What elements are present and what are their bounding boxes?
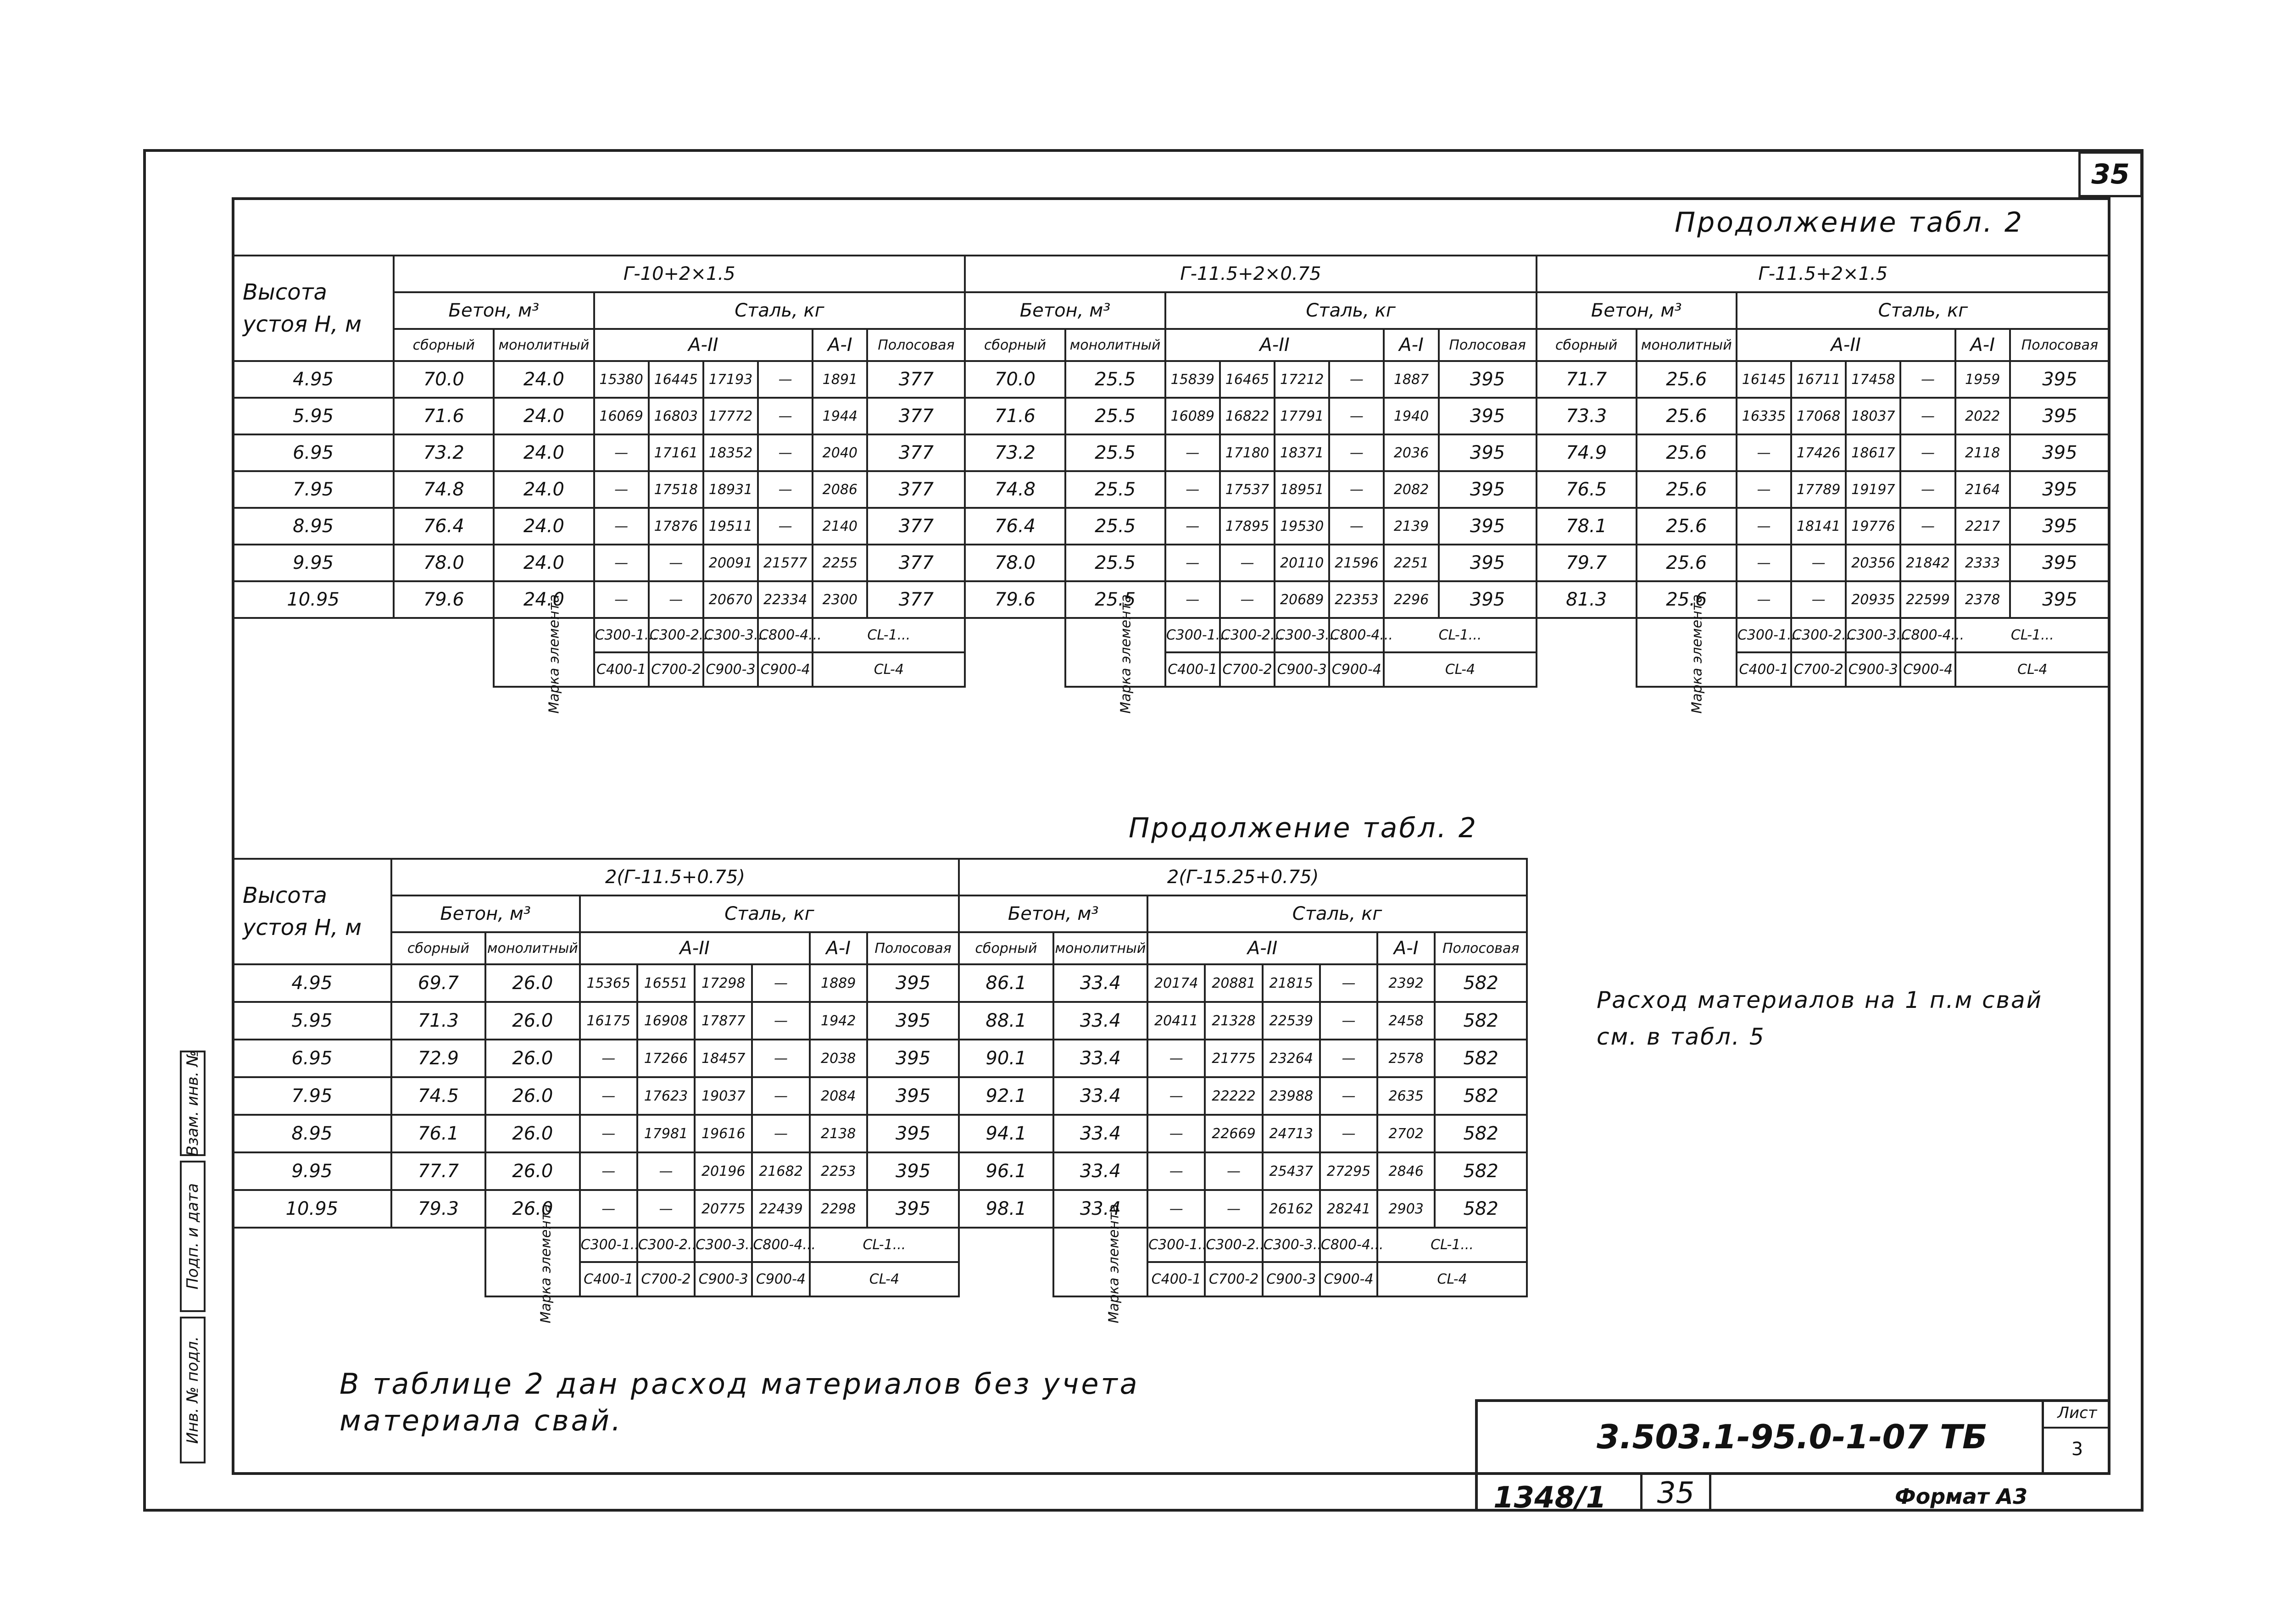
group-title-1: Г-10+2×1.5: [394, 256, 965, 292]
group-title-5: 2(Г-15.25+0.75): [959, 859, 1527, 895]
table-row: 5.95 71.6 24.0 16069 16803 17772 — 1944 377 71.6 25.5 16089 16822 17791 — 1940 395 73.3 25.6 16335 17068 18037 — 2022 395: [233, 398, 2110, 434]
table-row: 8.95 76.4 24.0 — 17876 19511 — 2140 377 76.4 25.5 — 17895 19530 — 2139 395 78.1 25.6 — 18141 19776 — 2217 395: [233, 508, 2110, 545]
mark-label: Марка элемента: [485, 1228, 579, 1296]
side-stamp-inv: Инв. № подл.: [180, 1317, 206, 1463]
reference-note: Расход материалов на 1 п.м свай см. в табл. 5: [1597, 987, 2043, 1050]
caption-top: Продолжение табл. 2: [1675, 206, 2024, 239]
marks-row-2: С400-1 С700-2 С900-3 С900-4 CL-4 С400-1 С700-2 С900-3 С900-4 CL-4: [233, 1262, 1527, 1296]
table-row: 4.95 70.0 24.0 15380 16445 17193 — 1891 377 70.0 25.5 15839 16465 17212 — 1887 395 71.7 25.6 16145 16711 17458 — 1959 395: [233, 361, 2110, 398]
group-title-2: Г-11.5+2×0.75: [965, 256, 1536, 292]
table-row: 9.95 77.7 26.0 — — 20196 21682 2253 395 96.1 33.4 — — 25437 27295 2846 582: [233, 1152, 1527, 1190]
footnote-line-2: материала свай.: [340, 1404, 623, 1437]
top-table: Высота устоя Н, м Г-10+2×1.5 Г-11.5+2×0.75 Г-11.5+2×1.5 Бетон, м³ Сталь, кг Бетон, м³ Сталь, кг Бетон, м³ Сталь, кг сборный монолитный А-II А-I Полосовая сборный монолитный А-II А-I Полосовая сборный монолитный А-II А-I Полосовая 4.95 70.0 24.0 15380 16445 17193 — 1891 377 70.0 25.5 15839 16465 17212 — 1887 395 71.7 25.6 16145 16711 17458 — 1959 395 5.95 71.6 24.0 16069 16803 17772 — 1944 377 71.6 25.5 16089 16822 17791 — 1940 395 73.3 25.6 16335 17068 18037 — 2022 395 6.95 73.2 24.0 — 17161 18352 — 2040 377 73.2 25.5 — 17180 18371 — 2036 395 74.9 25.6 — 17426 18617 — 2118 395 7.95 74.8 24.0 — 17518 18931 — 2086 377 74.8 25.5 — 17537 18951 — 2082 395 76.5 25.6 — 17789 19197 — 2164 395 8.95 76.4 24.0 — 17876 19511 — 2140 377 76.4 25.5 — 17895 19530 — 2139 395 78.1 25.6 — 18141 19776 — 2217 395 9.95 78.0 24.0 — — 20091 21577 2255 377 78.0 25.5 — — 20110 21596 2251 395 79.7 25.6 — — 20356 21842 2333 395 10.95 79.6 24.0 — — 20670 22334 2300 377 79.6 25.5 — — 20689 22353 2296 395 81.3 25.6 — — 20935 22599 2378 395 Марка элемента С300-1... С300-2... С300-3... С800-4... CL-1... Марка элемента С300-1... С300-2... С300-3... С800-4... CL-1... Марка элемента С300-1... С300-2... С300-3... С800-4... CL-1... С400-1 С700-2 С900-3 С900-4 CL-4 С400-1 С700-2 С900-3 С900-4 CL-4 С400-1 С700-2 С900-3 С900-4 CL-4: [232, 255, 2110, 688]
side-stamp-sign: Подп. и дата: [180, 1161, 206, 1312]
mark-label: Марка элемента: [494, 618, 594, 687]
table-row: 10.95 79.3 26.0 — — 20775 22439 2298 395 98.1 33.4 — — 26162 28241 2903 582: [233, 1190, 1527, 1228]
format-label: Формат А3: [1895, 1484, 2028, 1509]
height-header: Высота устоя Н, м: [233, 256, 394, 361]
inventory-number: 1348/1: [1493, 1481, 1607, 1515]
marks-row-1: Марка элемента С300-1... С300-2... С300-3... С800-4... CL-1... Марка элемента С300-1... С300-2... С300-3... С800-4... CL-1...: [233, 1228, 1527, 1262]
table-row: 5.95 71.3 26.0 16175 16908 17877 — 1942 395 88.1 33.4 20411 21328 22539 — 2458 582: [233, 1002, 1527, 1040]
table-row: 7.95 74.8 24.0 — 17518 18931 — 2086 377 74.8 25.5 — 17537 18951 — 2082 395 76.5 25.6 — 17789 19197 — 2164 395: [233, 471, 2110, 508]
caption-bottom: Продолжение табл. 2: [1129, 812, 1478, 844]
doc-code: 3.503.1-95.0-1-07 ТБ: [1597, 1418, 1988, 1456]
table-row: 6.95 73.2 24.0 — 17161 18352 — 2040 377 73.2 25.5 — 17180 18371 — 2036 395 74.9 25.6 — 17426 18617 — 2118 395: [233, 434, 2110, 471]
marks-row-2: С400-1 С700-2 С900-3 С900-4 CL-4 С400-1 С700-2 С900-3 С900-4 CL-4 С400-1 С700-2 С900-3 С900-4 CL-4: [233, 652, 2110, 687]
sheet-corner-box: 35: [2078, 151, 2143, 197]
side-stamp-replace: Взам. инв. №: [180, 1051, 206, 1156]
table-row: 4.95 69.7 26.0 15365 16551 17298 — 1889 395 86.1 33.4 20174 20881 21815 — 2392 582: [233, 964, 1527, 1002]
group-title-4: 2(Г-11.5+0.75): [391, 859, 959, 895]
mark-label: Марка элемента: [1053, 1228, 1147, 1296]
table-row: 8.95 76.1 26.0 — 17981 19616 — 2138 395 94.1 33.4 — 22669 24713 — 2702 582: [233, 1115, 1527, 1152]
marks-row-1: Марка элемента С300-1... С300-2... С300-3... С800-4... CL-1... Марка элемента С300-1... С300-2... С300-3... С800-4... CL-1... Марка элемента С300-1... С300-2... С300-3... С800-4... CL-1...: [233, 618, 2110, 652]
group-title-3: Г-11.5+2×1.5: [1537, 256, 2110, 292]
bottom-table: Высота устоя Н, м 2(Г-11.5+0.75) 2(Г-15.25+0.75) Бетон, м³ Сталь, кг Бетон, м³ Сталь, кг сборный монолитный А-II А-I Полосовая сборный монолитный А-II А-I Полосовая 4.95 69.7 26.0 15365 16551 17298 — 1889 395 86.1 33.4 20174 20881 21815 — 2392 582 5.95 71.3 26.0 16175 16908 17877 — 1942 395 88.1 33.4 20411 21328 22539 — 2458 582 6.95 72.9 26.0 — 17266 18457 — 2038 395 90.1 33.4 — 21775 23264 — 2578 582 7.95 74.5 26.0 — 17623 19037 — 2084 395 92.1 33.4 — 22222 23988 — 2635 582 8.95 76.1 26.0 — 17981 19616 — 2138 395 94.1 33.4 — 22669 24713 — 2702 582 9.95 77.7 26.0 — — 20196 21682 2253 395 96.1 33.4 — — 25437 27295 2846 582 10.95 79.3 26.0 — — 20775 22439 2298 395 98.1 33.4 — — 26162 28241 2903 582 Марка элемента С300-1... С300-2... С300-3... С800-4... CL-1... Марка элемента С300-1... С300-2... С300-3... С800-4... CL-1... С400-1 С700-2 С900-3 С900-4 CL-4 С400-1 С700-2 С900-3 С900-4 CL-4: [232, 858, 1528, 1297]
page-number-cell: 35: [1640, 1475, 1711, 1512]
table-row: 6.95 72.9 26.0 — 17266 18457 — 2038 395 90.1 33.4 — 21775 23264 — 2578 582: [233, 1040, 1527, 1077]
table-row: 10.95 79.6 24.0 — — 20670 22334 2300 377 79.6 25.5 — — 20689 22353 2296 395 81.3 25.6 — — 20935 22599 2378 395: [233, 581, 2110, 618]
table-row: 7.95 74.5 26.0 — 17623 19037 — 2084 395 92.1 33.4 — 22222 23988 — 2635 582: [233, 1077, 1527, 1115]
mark-label: Марка элемента: [1637, 618, 1737, 687]
sheet-cell: Лист 3: [2042, 1399, 2110, 1475]
height-header: Высота устоя Н, м: [233, 859, 391, 964]
table-row: 9.95 78.0 24.0 — — 20091 21577 2255 377 78.0 25.5 — — 20110 21596 2251 395 79.7 25.6 — — 20356 21842 2333 395: [233, 545, 2110, 581]
footnote-line-1: В таблице 2 дан расход материалов без учета: [340, 1367, 1140, 1401]
mark-label: Марка элемента: [1065, 618, 1165, 687]
